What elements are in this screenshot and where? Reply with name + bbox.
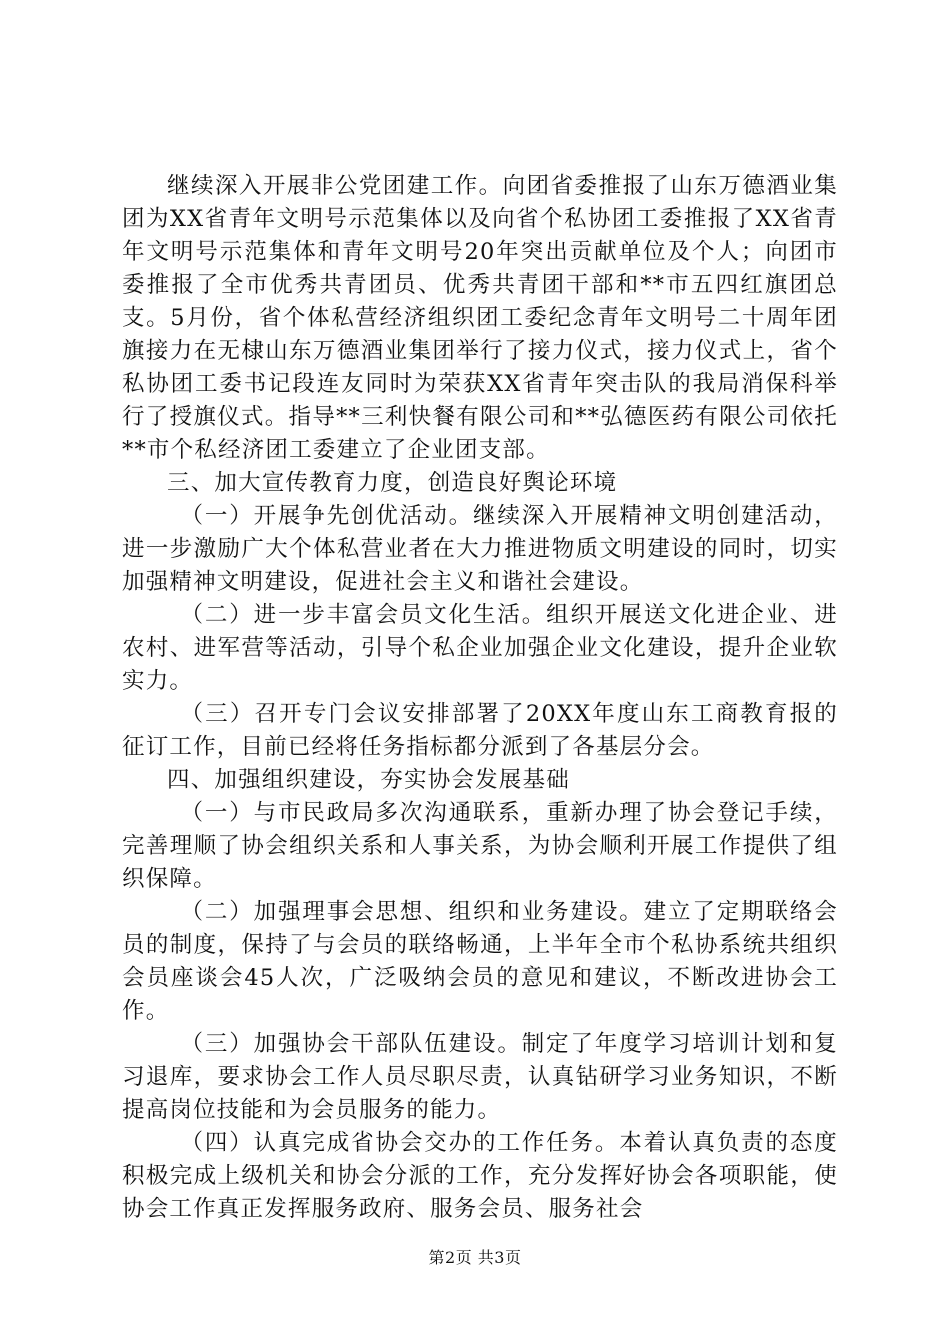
paragraph-4-4: （四）认真完成省协会交办的工作任务。本着认真负责的态度积极完成上级机关和协会分派的工作，充分发挥好协会各项职能，使协会工作真正发挥服务政府、服务会员、服务社会 xyxy=(122,1130,838,1222)
paragraph-4-3: （三）加强协会干部队伍建设。制定了年度学习培训计划和复习退库，要求协会工作人员尽职尽责，认真钻研学习业务知识，不断提高岗位技能和为会员服务的能力。 xyxy=(122,1031,838,1123)
paragraph-3-1: （一）开展争先创优活动。继续深入开展精神文明创建活动，进一步激励广大个体私营业者在大力推进物质文明建设的同时，切实加强精神文明建设，促进社会主义和谐社会建设。 xyxy=(122,503,838,595)
paragraph-party-youth-work: 继续深入开展非公党团建工作。向团省委推报了山东万德酒业集团为XX省青年文明号示范集体以及向省个私协团工委推报了XX省青年文明号示范集体和青年文明号20年突出贡献单位及个人；向团市委推报了全市优秀共青团员、优秀共青团干部和**市五四红旗团总支。5月份，省个体私营经济组织团工委纪念青年文明号二十周年团旗接力在无棣山东万德酒业集团举行了接力仪式，接力仪式上，省个私协团工委书记段连友同时为荣获XX省青年突击队的我局消保科举行了授旗仪式。指导**三利快餐有限公司和**弘德医药有限公司依托**市个私经济团工委建立了企业团支部。 xyxy=(122,173,838,463)
paragraph-3-3: （三）召开专门会议安排部署了20XX年度山东工商教育报的征订工作，目前已经将任务指标都分派到了各基层分会。 xyxy=(122,701,838,760)
section-heading-4: 四、加强组织建设，夯实协会发展基础 xyxy=(167,767,570,793)
section-heading-3: 三、加大宣传教育力度，创造良好舆论环境 xyxy=(167,470,618,496)
paragraph-3-2: （二）进一步丰富会员文化生活。组织开展送文化进企业、进农村、进军营等活动，引导个私企业加强企业文化建设，提升企业软实力。 xyxy=(122,602,838,694)
document-body xyxy=(122,170,838,1226)
page-number-footer: 第2页 共3页 xyxy=(428,1248,522,1267)
paragraph-4-2: （二）加强理事会思想、组织和业务建设。建立了定期联络会员的制度，保持了与会员的联络畅通，上半年全市个私协系统共组织会员座谈会45人次，广泛吸纳会员的意见和建议，不断改进协会工作。 xyxy=(122,899,838,1024)
paragraph-4-1: （一）与市民政局多次沟通联系，重新办理了协会登记手续，完善理顺了协会组织关系和人事关系，为协会顺利开展工作提供了组织保障。 xyxy=(122,800,838,892)
